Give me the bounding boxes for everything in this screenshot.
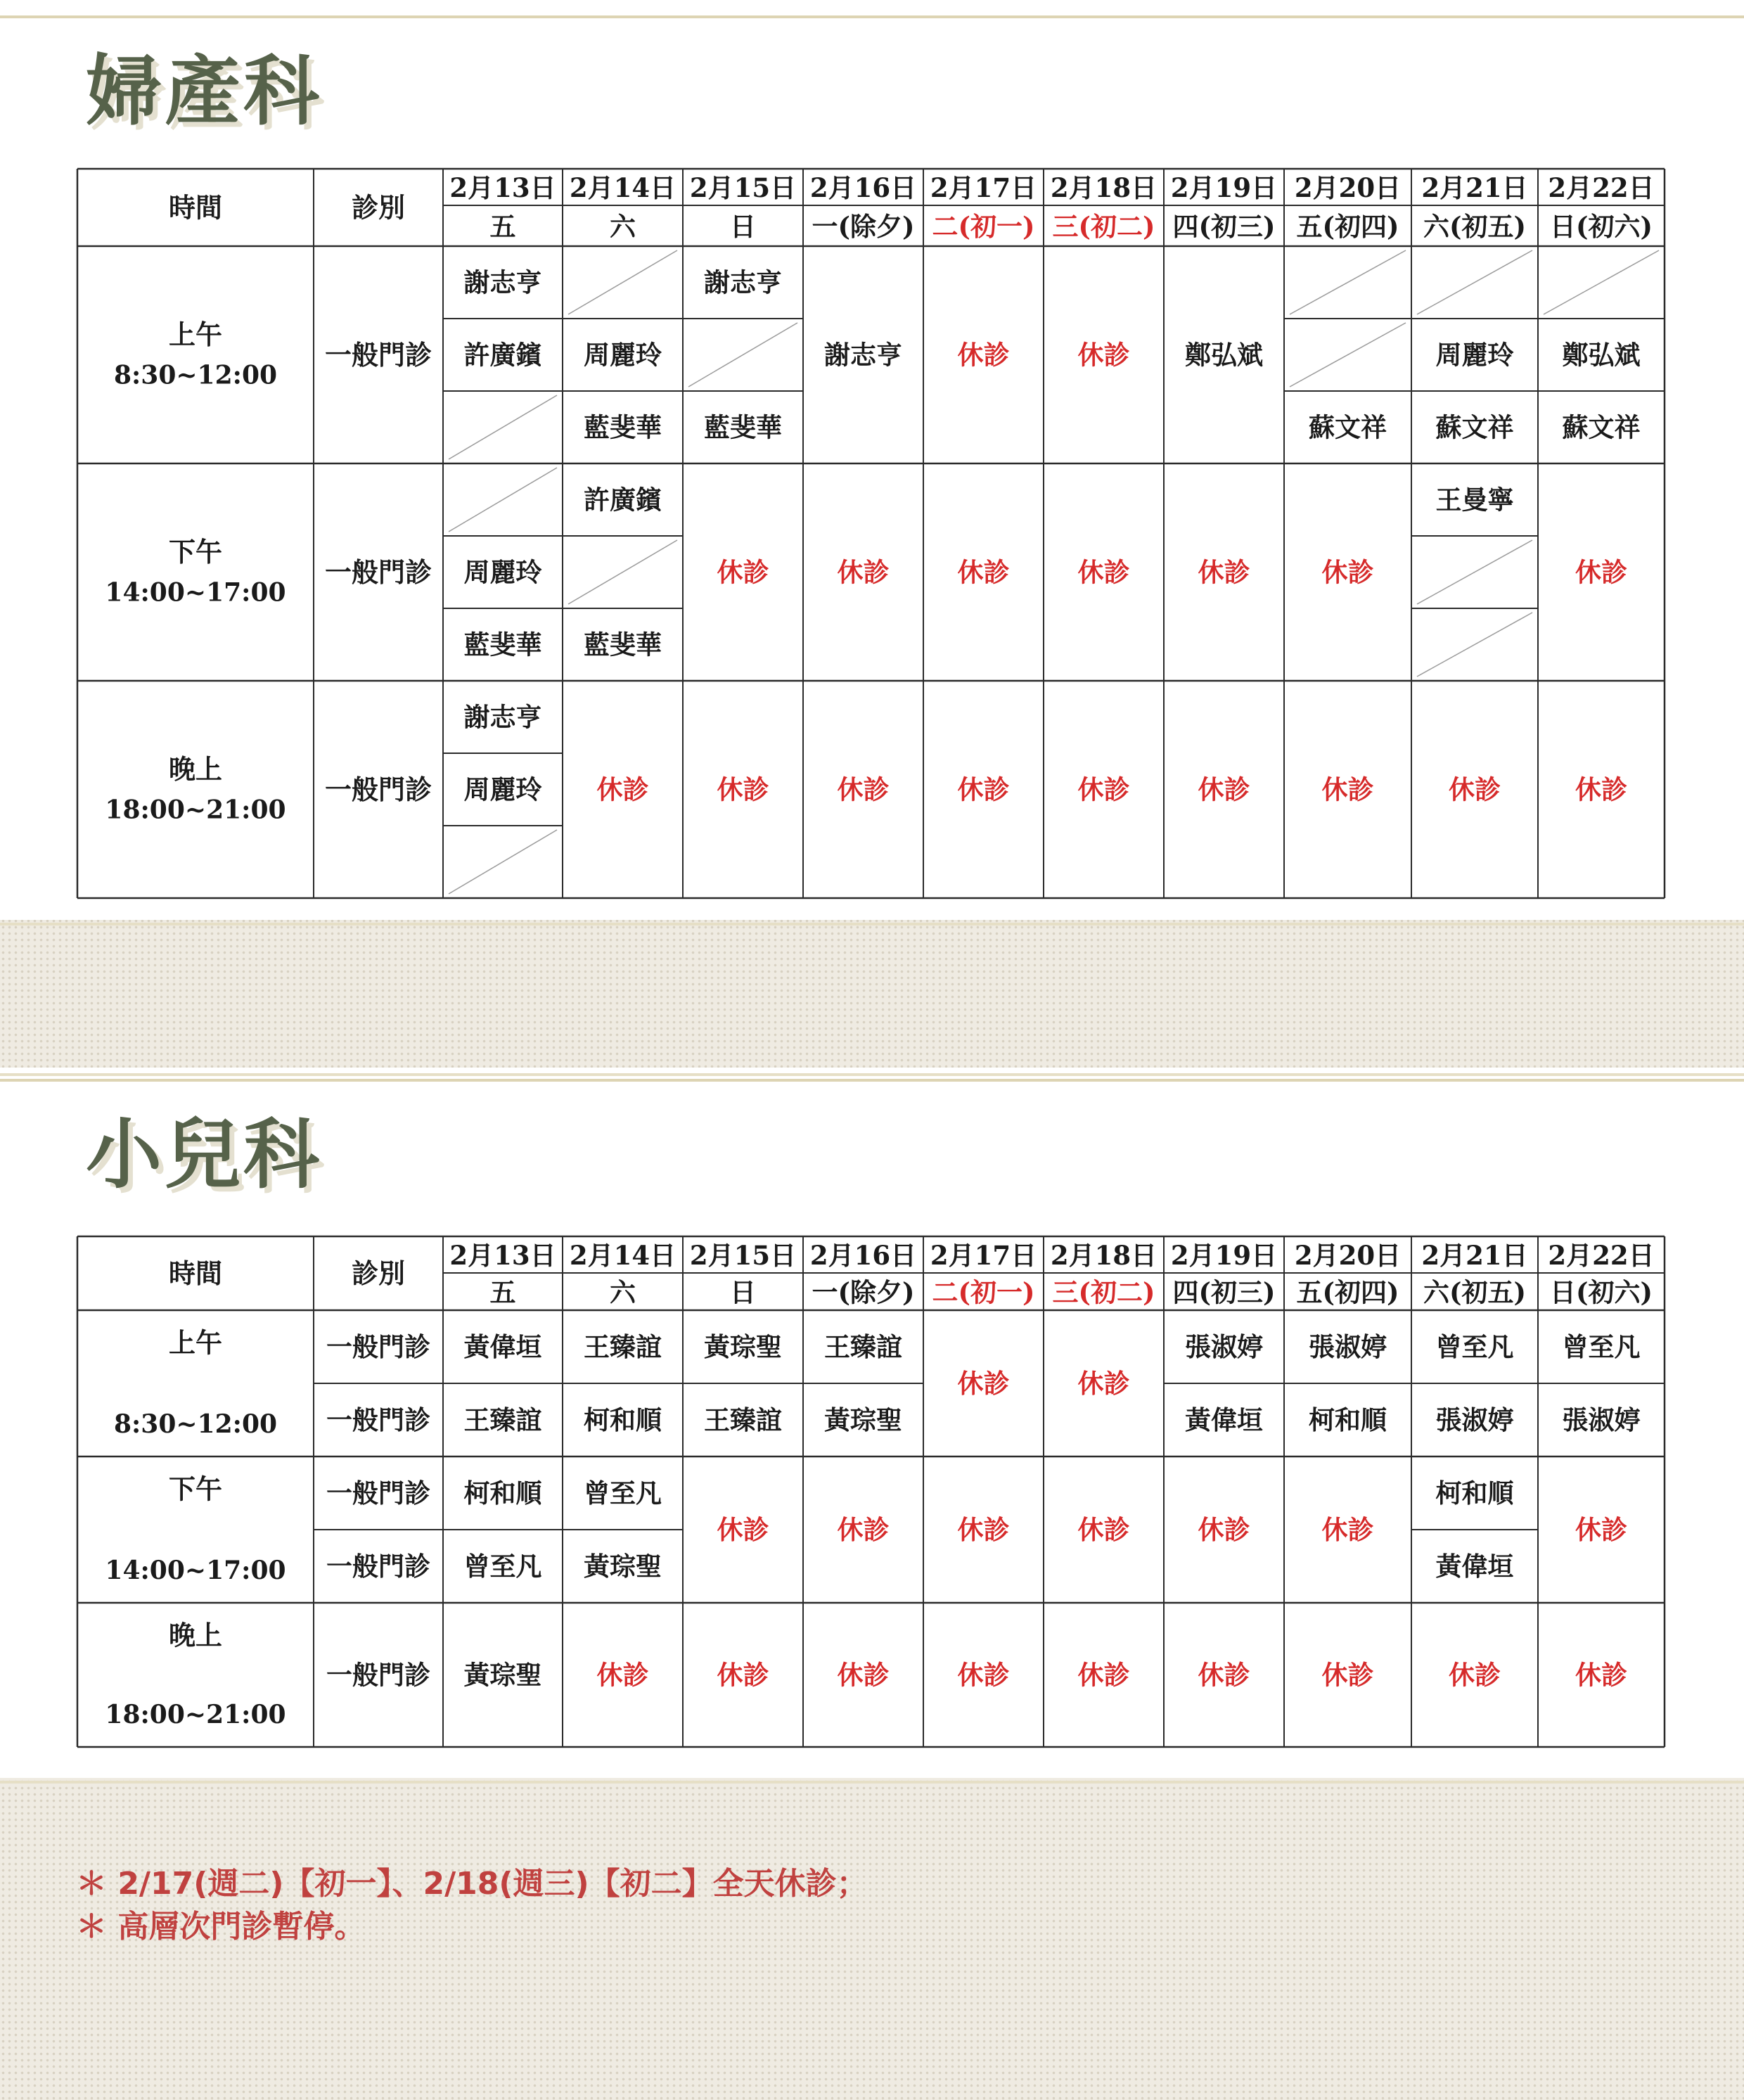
- clinic-type: 一般門診: [326, 1404, 430, 1435]
- doctor-name: 藍斐華: [584, 411, 662, 443]
- doctor-name: 鄭弘斌: [1185, 339, 1263, 371]
- doctor-name: 藍斐華: [463, 629, 542, 660]
- header-date: 2月19日: [1170, 1240, 1278, 1271]
- header-weekday: 五: [489, 1276, 516, 1308]
- doctor-name: 王曼寧: [1435, 484, 1514, 516]
- header-date: 2月15日: [689, 172, 797, 203]
- doctor-name: 曾至凡: [1435, 1331, 1514, 1362]
- doctor-name: 王臻誼: [704, 1404, 782, 1435]
- clinic-type: 一般門診: [326, 1551, 430, 1582]
- empty-slot-slash: [568, 250, 677, 314]
- doctor-name: 黃琮聖: [824, 1404, 902, 1435]
- header-weekday: 三(初二): [1052, 1276, 1155, 1308]
- service-suspension-note: ＊ 高層次門診暫停。: [76, 1909, 366, 1945]
- doctor-name: 曾至凡: [1562, 1331, 1641, 1362]
- header-date: 2月14日: [569, 172, 677, 203]
- closed-label: 休診: [717, 1514, 769, 1545]
- header-date: 2月13日: [449, 1240, 556, 1271]
- empty-slot-slash: [1544, 250, 1659, 314]
- header-weekday: 五(初四): [1296, 1276, 1399, 1308]
- empty-slot-slash: [1417, 540, 1532, 604]
- doctor-name: 黃琮聖: [584, 1551, 662, 1582]
- doctor-name: 張淑婷: [1185, 1331, 1263, 1362]
- header-weekday: 四(初三): [1172, 211, 1276, 242]
- header-weekday: 日(初六): [1549, 211, 1653, 242]
- doctor-name: 蘇文祥: [1435, 411, 1514, 443]
- closed-label: 休診: [596, 774, 649, 805]
- header-date: 2月18日: [1050, 172, 1158, 203]
- doctor-name: 曾至凡: [584, 1478, 662, 1509]
- header-weekday: 日: [730, 1276, 756, 1308]
- closed-label: 休診: [957, 1368, 1010, 1399]
- closed-label: 休診: [717, 774, 769, 805]
- header-weekday: 六(初五): [1423, 1276, 1527, 1308]
- header-weekday: 六: [610, 1276, 636, 1308]
- pediatrics-schedule-table: [0, 1068, 1744, 1778]
- clinic-type: 一般門診: [326, 1331, 430, 1362]
- header-type-label: 診別: [351, 1257, 406, 1289]
- header-weekday: 四(初三): [1172, 1276, 1276, 1308]
- closed-label: 休診: [957, 556, 1010, 588]
- header-time-label: 時間: [168, 1257, 223, 1289]
- header-date: 2月16日: [809, 1240, 917, 1271]
- closed-label: 休診: [957, 1659, 1010, 1691]
- closed-label: 休診: [1077, 1514, 1130, 1545]
- doctor-name: 曾至凡: [463, 1551, 542, 1582]
- header-date: 2月14日: [569, 1240, 677, 1271]
- doctor-name: 周麗玲: [463, 556, 542, 588]
- closed-label: 休診: [837, 774, 890, 805]
- doctor-name: 藍斐華: [704, 411, 782, 443]
- panel2-bottom-divider: [0, 1781, 1744, 1784]
- header-date: 2月20日: [1294, 172, 1402, 203]
- closed-label: 休診: [1077, 774, 1130, 805]
- doctor-name: 鄭弘斌: [1562, 339, 1641, 371]
- doctor-name: 黃琮聖: [463, 1659, 542, 1691]
- empty-slot-slash: [688, 323, 797, 387]
- period-hours: 14:00~17:00: [105, 1556, 286, 1585]
- header-date: 2月13日: [449, 172, 556, 203]
- pediatrics-title: 小兒科: [86, 1110, 323, 1199]
- panel2-top-divider: [0, 1073, 1744, 1076]
- period-hours: 18:00~21:00: [105, 1700, 286, 1729]
- closed-label: 休診: [1198, 1514, 1250, 1545]
- clinic-type: 一般門診: [324, 556, 432, 588]
- closed-label: 休診: [1575, 1514, 1627, 1545]
- header-weekday: 六(初五): [1423, 211, 1527, 242]
- header-weekday: 三(初二): [1052, 211, 1155, 242]
- header-time-label: 時間: [168, 191, 223, 224]
- doctor-name: 謝志亨: [463, 701, 542, 733]
- closed-label: 休診: [837, 1659, 890, 1691]
- clinic-type: 一般門診: [324, 774, 432, 805]
- header-weekday: 日: [730, 211, 756, 242]
- period-hours: 18:00~21:00: [105, 795, 286, 825]
- empty-slot-slash: [449, 395, 557, 459]
- period-hours: 14:00~17:00: [105, 577, 286, 608]
- doctor-name: 張淑婷: [1562, 1404, 1641, 1435]
- header-date: 2月22日: [1548, 172, 1655, 203]
- doctor-name: 黃偉垣: [463, 1331, 542, 1362]
- header-weekday: 六: [610, 211, 636, 242]
- closed-label: 休診: [1575, 556, 1627, 588]
- period-name: 晚上: [168, 753, 223, 785]
- closed-label: 休診: [837, 1514, 890, 1545]
- header-date: 2月16日: [809, 172, 917, 203]
- closed-label: 休診: [1077, 339, 1130, 371]
- doctor-name: 王臻誼: [824, 1331, 902, 1362]
- header-date: 2月17日: [930, 172, 1037, 203]
- header-weekday: 一(除夕): [812, 1276, 915, 1308]
- closed-label: 休診: [1321, 1514, 1374, 1545]
- doctor-name: 謝志亨: [704, 267, 782, 298]
- closed-label: 休診: [1321, 1659, 1374, 1691]
- period-name: 晚上: [168, 1619, 223, 1651]
- doctor-name: 王臻誼: [584, 1331, 662, 1362]
- closed-label: 休診: [1575, 774, 1627, 805]
- doctor-name: 柯和順: [463, 1478, 542, 1509]
- closed-label: 休診: [717, 1659, 769, 1691]
- closed-label: 休診: [1321, 556, 1374, 588]
- closed-label: 休診: [1449, 774, 1501, 805]
- doctor-name: 王臻誼: [463, 1404, 542, 1435]
- closed-label: 休診: [957, 774, 1010, 805]
- empty-slot-slash: [1290, 250, 1406, 314]
- closed-label: 休診: [957, 1514, 1010, 1545]
- panel1-bottom-divider: [0, 923, 1744, 926]
- period-name: 上午: [168, 1326, 223, 1359]
- doctor-name: 柯和順: [1435, 1478, 1514, 1509]
- closed-label: 休診: [1077, 1659, 1130, 1691]
- period-name: 下午: [168, 1473, 223, 1505]
- closed-label: 休診: [596, 1659, 649, 1691]
- empty-slot-slash: [449, 468, 557, 532]
- doctor-name: 黃偉垣: [1435, 1551, 1514, 1582]
- header-weekday: 一(除夕): [812, 211, 915, 242]
- clinic-type: 一般門診: [326, 1478, 430, 1509]
- pediatrics-panel: [0, 1068, 1744, 1778]
- closed-label: 休診: [957, 339, 1010, 371]
- closed-label: 休診: [717, 556, 769, 588]
- period-hours: 8:30~12:00: [113, 360, 278, 390]
- clinic-type: 一般門診: [326, 1659, 430, 1691]
- doctor-name: 蘇文祥: [1309, 411, 1387, 443]
- doctor-name: 張淑婷: [1309, 1331, 1387, 1362]
- doctor-name: 許廣鑌: [584, 484, 662, 516]
- doctor-name: 柯和順: [1309, 1404, 1387, 1435]
- header-date: 2月21日: [1421, 172, 1528, 203]
- period-name: 上午: [168, 319, 223, 350]
- closed-label: 休診: [1575, 1659, 1627, 1691]
- closed-label: 休診: [837, 556, 890, 588]
- obgyn-schedule-table: [0, 0, 1744, 920]
- obgyn-panel: [0, 0, 1744, 920]
- empty-slot-slash: [1290, 323, 1406, 387]
- doctor-name: 柯和順: [584, 1404, 662, 1435]
- closure-note: ＊ 2/17(週二)【初一】、2/18(週三)【初二】全天休診；: [76, 1866, 868, 1902]
- header-date: 2月21日: [1421, 1240, 1528, 1271]
- header-date: 2月22日: [1548, 1240, 1655, 1271]
- closed-label: 休診: [1198, 1659, 1250, 1691]
- doctor-name: 謝志亨: [463, 267, 542, 298]
- empty-slot-slash: [449, 830, 557, 894]
- doctor-name: 黃琮聖: [704, 1331, 782, 1362]
- closed-label: 休診: [1077, 556, 1130, 588]
- doctor-name: 許廣鑌: [463, 339, 542, 371]
- header-type-label: 診別: [351, 191, 406, 224]
- header-date: 2月19日: [1170, 172, 1278, 203]
- closed-label: 休診: [1077, 1368, 1130, 1399]
- doctor-name: 蘇文祥: [1562, 411, 1641, 443]
- empty-slot-slash: [568, 540, 677, 604]
- empty-slot-slash: [1417, 613, 1532, 677]
- header-weekday: 五: [489, 211, 516, 242]
- doctor-name: 周麗玲: [584, 339, 662, 371]
- closed-label: 休診: [1198, 774, 1250, 805]
- header-weekday: 五(初四): [1296, 211, 1399, 242]
- period-name: 下午: [168, 536, 223, 568]
- header-date: 2月20日: [1294, 1240, 1402, 1271]
- closed-label: 休診: [1321, 774, 1374, 805]
- doctor-name: 謝志亨: [824, 339, 902, 371]
- header-weekday: 二(初一): [932, 211, 1035, 242]
- doctor-name: 周麗玲: [1435, 339, 1514, 371]
- doctor-name: 黃偉垣: [1185, 1404, 1263, 1435]
- closed-label: 休診: [1198, 556, 1250, 588]
- empty-slot-slash: [1417, 250, 1532, 314]
- header-date: 2月15日: [689, 1240, 797, 1271]
- period-hours: 8:30~12:00: [113, 1409, 278, 1439]
- closed-label: 休診: [1449, 1659, 1501, 1691]
- obgyn-title: 婦產科: [86, 47, 323, 136]
- header-weekday: 日(初六): [1549, 1276, 1653, 1308]
- clinic-type: 一般門診: [324, 339, 432, 371]
- doctor-name: 張淑婷: [1435, 1404, 1514, 1435]
- doctor-name: 藍斐華: [584, 629, 662, 660]
- header-date: 2月17日: [930, 1240, 1037, 1271]
- header-weekday: 二(初一): [932, 1276, 1035, 1308]
- header-date: 2月18日: [1050, 1240, 1158, 1271]
- doctor-name: 周麗玲: [463, 774, 542, 805]
